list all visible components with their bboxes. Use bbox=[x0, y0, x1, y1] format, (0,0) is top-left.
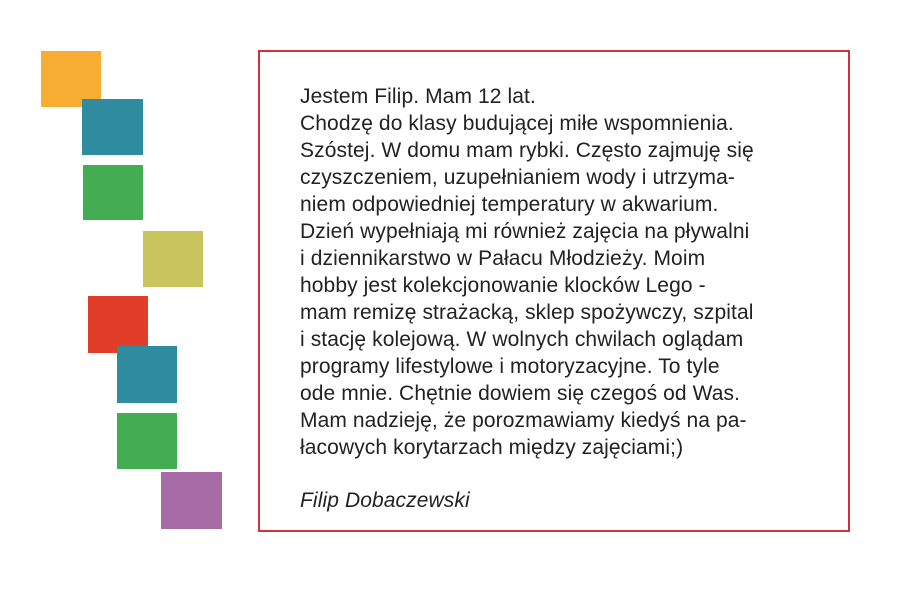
bio-line: czyszczeniem, uzupełnianiem wody i utrzyma- bbox=[300, 166, 735, 189]
decor-square-green-top bbox=[83, 165, 143, 220]
decor-square-red bbox=[88, 296, 148, 353]
bio-line: łacowych korytarzach między zajęciami;) bbox=[300, 436, 684, 459]
bio-line: programy lifestylowe i motoryzacyjne. To tyle bbox=[300, 355, 720, 378]
bio-line: niem odpowiedniej temperatury w akwarium. bbox=[300, 193, 719, 216]
bio-paragraph bbox=[300, 83, 818, 461]
bio-line: i stację kolejową. W wolnych chwilach oglądam bbox=[300, 328, 744, 351]
decor-square-purple bbox=[161, 472, 222, 529]
bio-line: Mam nadzieję, że porozmawiamy kiedyś na pa- bbox=[300, 409, 747, 432]
bio-line: Dzień wypełniają mi również zajęcia na pływalni bbox=[300, 220, 750, 243]
decor-square-teal-bottom bbox=[117, 346, 177, 403]
bio-card bbox=[258, 50, 850, 532]
bio-line: hobby jest kolekcjonowanie klocków Lego - bbox=[300, 274, 706, 297]
bio-line: i dziennikarstwo w Pałacu Młodzieży. Moim bbox=[300, 247, 706, 270]
decor-square-green-bottom bbox=[117, 413, 177, 469]
bio-line: mam remizę strażacką, sklep spożywczy, szpital bbox=[300, 301, 754, 324]
bio-line: Jestem Filip. Mam 12 lat. bbox=[300, 85, 536, 108]
signature: Filip Dobaczewski bbox=[300, 489, 470, 512]
decor-square-olive bbox=[143, 231, 203, 287]
decor-square-teal-top bbox=[82, 99, 143, 155]
bio-line: Chodzę do klasy budującej miłe wspomnienia. bbox=[300, 112, 734, 135]
bio-line: Szóstej. W domu mam rybki. Często zajmuję się bbox=[300, 139, 754, 162]
bio-line: ode mnie. Chętnie dowiem się czegoś od Was. bbox=[300, 382, 741, 405]
